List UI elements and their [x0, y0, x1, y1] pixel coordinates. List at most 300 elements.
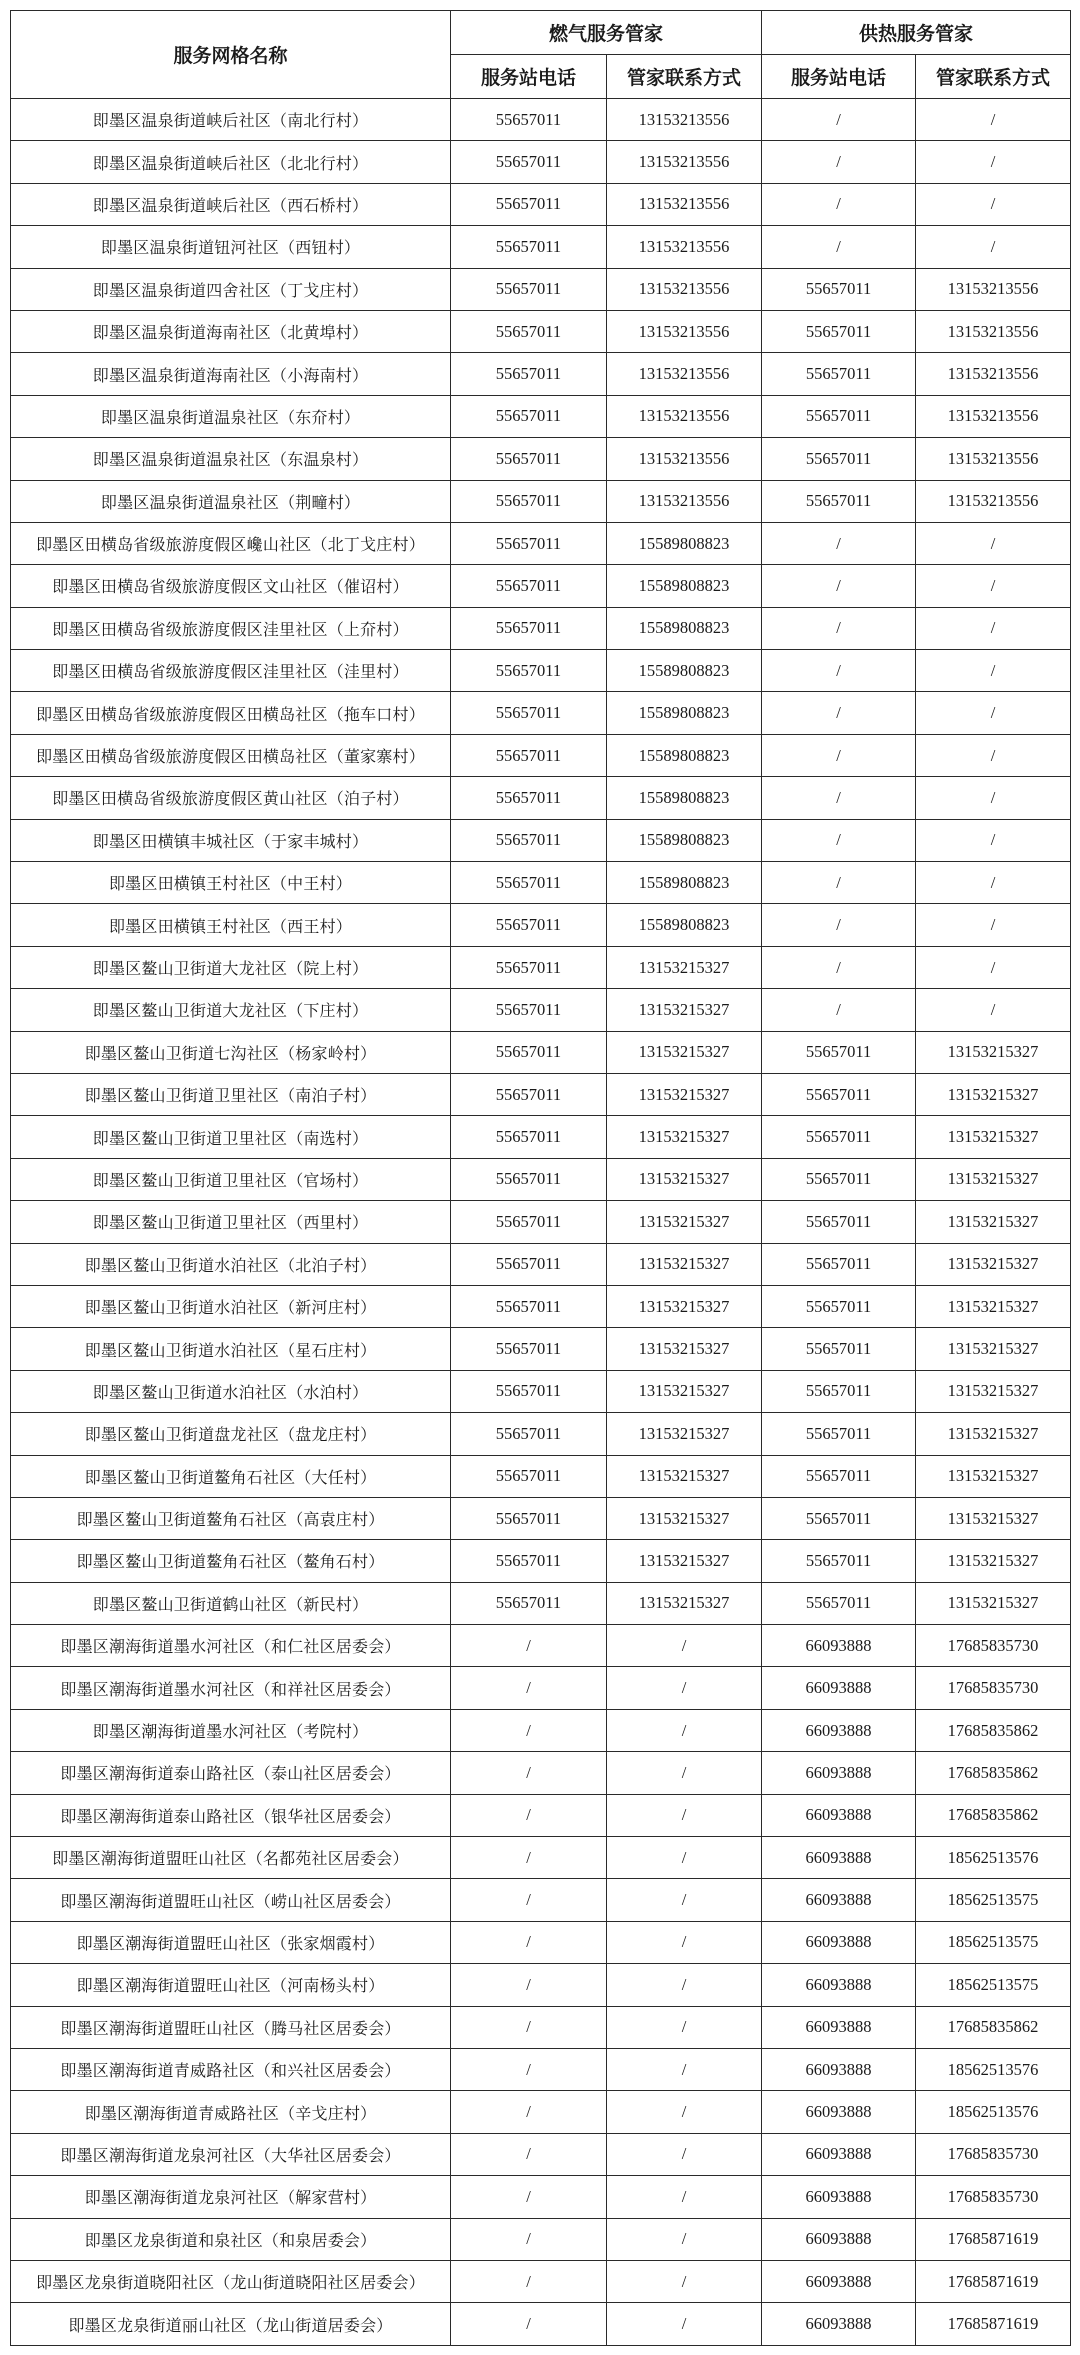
header-gas-station-phone: 服务站电话 [451, 55, 607, 99]
cell-grid-name: 即墨区潮海街道墨水河社区（考院村） [11, 1709, 451, 1751]
cell-gas-butler-contact: 13153213556 [607, 99, 762, 141]
cell-gas-butler-contact: 15589808823 [607, 565, 762, 607]
cell-gas-butler-contact: 13153213556 [607, 438, 762, 480]
table-row [11, 1625, 1071, 1667]
cell-grid-name: 即墨区田横岛省级旅游度假区黄山社区（泊子村） [11, 777, 451, 819]
cell-gas-butler-contact: / [607, 1625, 762, 1667]
cell-heat-station-phone: / [762, 141, 916, 183]
cell-grid-name: 即墨区潮海街道墨水河社区（和仁社区居委会） [11, 1625, 451, 1667]
cell-gas-butler-contact: / [607, 1879, 762, 1921]
cell-gas-butler-contact: / [607, 2303, 762, 2345]
cell-heat-butler-contact: / [916, 862, 1071, 904]
cell-heat-station-phone: 55657011 [762, 1413, 916, 1455]
cell-grid-name: 即墨区田横镇丰城社区（于家丰城村） [11, 819, 451, 861]
cell-gas-butler-contact: 13153215327 [607, 1031, 762, 1073]
table-row [11, 1413, 1071, 1455]
cell-gas-station-phone: / [451, 2260, 607, 2302]
table-row [11, 1964, 1071, 2006]
cell-gas-butler-contact: 15589808823 [607, 522, 762, 564]
cell-grid-name: 即墨区鳌山卫街道水泊社区（新河庄村） [11, 1285, 451, 1327]
cell-heat-station-phone: 55657011 [762, 1158, 916, 1200]
cell-gas-station-phone: 55657011 [451, 607, 607, 649]
cell-heat-butler-contact: / [916, 565, 1071, 607]
cell-heat-station-phone: 66093888 [762, 1964, 916, 2006]
table-row [11, 226, 1071, 268]
cell-grid-name: 即墨区龙泉街道丽山社区（龙山街道居委会） [11, 2303, 451, 2345]
table-row [11, 1794, 1071, 1836]
cell-heat-butler-contact: 13153215327 [916, 1582, 1071, 1624]
cell-heat-station-phone: 55657011 [762, 1497, 916, 1539]
cell-heat-butler-contact: 18562513575 [916, 1921, 1071, 1963]
cell-gas-station-phone: / [451, 1879, 607, 1921]
cell-heat-station-phone: 55657011 [762, 438, 916, 480]
cell-grid-name: 即墨区鳌山卫街道七沟社区（杨家岭村） [11, 1031, 451, 1073]
cell-gas-butler-contact: 13153213556 [607, 183, 762, 225]
service-grid-table [10, 10, 1071, 2346]
table-row [11, 438, 1071, 480]
cell-gas-butler-contact: 13153215327 [607, 1201, 762, 1243]
table-row [11, 1201, 1071, 1243]
cell-gas-station-phone: 55657011 [451, 946, 607, 988]
cell-heat-butler-contact: / [916, 141, 1071, 183]
cell-heat-station-phone: 66093888 [762, 1752, 916, 1794]
cell-heat-butler-contact: / [916, 819, 1071, 861]
cell-grid-name: 即墨区温泉街道峡后社区（北北行村） [11, 141, 451, 183]
cell-grid-name: 即墨区温泉街道峡后社区（西石桥村） [11, 183, 451, 225]
cell-gas-butler-contact: 13153215327 [607, 1158, 762, 1200]
cell-heat-station-phone: 66093888 [762, 1667, 916, 1709]
table-row [11, 692, 1071, 734]
cell-gas-butler-contact: 15589808823 [607, 650, 762, 692]
table-row [11, 353, 1071, 395]
cell-heat-station-phone: 66093888 [762, 2048, 916, 2090]
table-row [11, 650, 1071, 692]
cell-grid-name: 即墨区温泉街道海南社区（北黄埠村） [11, 310, 451, 352]
cell-gas-station-phone: 55657011 [451, 99, 607, 141]
cell-gas-butler-contact: 15589808823 [607, 692, 762, 734]
cell-heat-station-phone: 66093888 [762, 2133, 916, 2175]
cell-heat-station-phone: 66093888 [762, 1921, 916, 1963]
cell-heat-butler-contact: 13153215327 [916, 1497, 1071, 1539]
table-row [11, 904, 1071, 946]
cell-heat-station-phone: 66093888 [762, 1794, 916, 1836]
cell-grid-name: 即墨区温泉街道温泉社区（东温泉村） [11, 438, 451, 480]
cell-heat-station-phone: 55657011 [762, 1370, 916, 1412]
cell-gas-station-phone: 55657011 [451, 1328, 607, 1370]
cell-heat-station-phone: 55657011 [762, 1116, 916, 1158]
cell-heat-butler-contact: 13153215327 [916, 1158, 1071, 1200]
table-row [11, 862, 1071, 904]
cell-heat-station-phone: / [762, 522, 916, 564]
cell-heat-butler-contact: 13153213556 [916, 268, 1071, 310]
cell-gas-station-phone: 55657011 [451, 1285, 607, 1327]
cell-gas-butler-contact: 13153215327 [607, 1370, 762, 1412]
table-row [11, 1370, 1071, 1412]
cell-grid-name: 即墨区温泉街道四舍社区（丁戈庄村） [11, 268, 451, 310]
cell-grid-name: 即墨区鳌山卫街道鳌角石社区（鳌角石村） [11, 1540, 451, 1582]
cell-grid-name: 即墨区龙泉街道和泉社区（和泉居委会） [11, 2218, 451, 2260]
cell-grid-name: 即墨区温泉街道温泉社区（荆疃村） [11, 480, 451, 522]
cell-heat-butler-contact: / [916, 99, 1071, 141]
cell-gas-station-phone: 55657011 [451, 1540, 607, 1582]
cell-heat-butler-contact: / [916, 692, 1071, 734]
cell-heat-station-phone: 66093888 [762, 1879, 916, 1921]
cell-grid-name: 即墨区潮海街道盟旺山社区（崂山社区居委会） [11, 1879, 451, 1921]
cell-grid-name: 即墨区田横岛省级旅游度假区文山社区（催诏村） [11, 565, 451, 607]
cell-heat-butler-contact: 17685835862 [916, 2006, 1071, 2048]
cell-gas-butler-contact: 13153215327 [607, 1582, 762, 1624]
cell-gas-station-phone: / [451, 1837, 607, 1879]
cell-gas-butler-contact: / [607, 2176, 762, 2218]
table-row [11, 565, 1071, 607]
cell-gas-station-phone: 55657011 [451, 989, 607, 1031]
table-row [11, 2260, 1071, 2302]
table-row [11, 989, 1071, 1031]
cell-heat-station-phone: 55657011 [762, 310, 916, 352]
cell-gas-butler-contact: 15589808823 [607, 777, 762, 819]
table-body [11, 99, 1071, 2346]
cell-gas-station-phone: 55657011 [451, 650, 607, 692]
cell-heat-butler-contact: / [916, 777, 1071, 819]
cell-heat-station-phone: / [762, 946, 916, 988]
cell-heat-station-phone: 55657011 [762, 1201, 916, 1243]
cell-heat-station-phone: / [762, 650, 916, 692]
cell-gas-station-phone: 55657011 [451, 904, 607, 946]
cell-gas-station-phone: / [451, 1709, 607, 1751]
cell-gas-station-phone: / [451, 2303, 607, 2345]
table-row [11, 395, 1071, 437]
cell-heat-station-phone: 55657011 [762, 480, 916, 522]
cell-heat-butler-contact: / [916, 946, 1071, 988]
header-row-group [11, 11, 1071, 55]
table-row [11, 522, 1071, 564]
cell-gas-station-phone: 55657011 [451, 1243, 607, 1285]
cell-heat-butler-contact: 13153215327 [916, 1201, 1071, 1243]
table-row [11, 183, 1071, 225]
cell-heat-butler-contact: 17685835730 [916, 2176, 1071, 2218]
cell-grid-name: 即墨区鳌山卫街道鳌角石社区（高袁庄村） [11, 1497, 451, 1539]
cell-heat-station-phone: / [762, 226, 916, 268]
cell-gas-butler-contact: 13153213556 [607, 310, 762, 352]
cell-gas-station-phone: 55657011 [451, 353, 607, 395]
cell-heat-butler-contact: 18562513575 [916, 1964, 1071, 2006]
cell-grid-name: 即墨区潮海街道盟旺山社区（河南杨头村） [11, 1964, 451, 2006]
cell-grid-name: 即墨区田横岛省级旅游度假区洼里社区（洼里村） [11, 650, 451, 692]
cell-gas-station-phone: / [451, 2176, 607, 2218]
cell-gas-station-phone: 55657011 [451, 395, 607, 437]
table-row [11, 310, 1071, 352]
cell-heat-station-phone: 66093888 [762, 1625, 916, 1667]
cell-heat-butler-contact: 13153215327 [916, 1073, 1071, 1115]
cell-grid-name: 即墨区温泉街道海南社区（小海南村） [11, 353, 451, 395]
cell-heat-station-phone: 55657011 [762, 1455, 916, 1497]
cell-heat-station-phone: / [762, 734, 916, 776]
cell-heat-station-phone: 55657011 [762, 395, 916, 437]
cell-grid-name: 即墨区田横岛省级旅游度假区田横岛社区（拖车口村） [11, 692, 451, 734]
cell-gas-butler-contact: / [607, 2006, 762, 2048]
cell-heat-butler-contact: 13153215327 [916, 1328, 1071, 1370]
cell-gas-station-phone: 55657011 [451, 1413, 607, 1455]
cell-grid-name: 即墨区潮海街道墨水河社区（和祥社区居委会） [11, 1667, 451, 1709]
header-heat-station-phone: 服务站电话 [762, 55, 916, 99]
cell-gas-butler-contact: 13153213556 [607, 480, 762, 522]
cell-heat-butler-contact: 13153215327 [916, 1370, 1071, 1412]
cell-grid-name: 即墨区温泉街道温泉社区（东夼村） [11, 395, 451, 437]
table-row [11, 1031, 1071, 1073]
cell-heat-butler-contact: 13153213556 [916, 310, 1071, 352]
cell-heat-station-phone: 55657011 [762, 1540, 916, 1582]
cell-gas-butler-contact: / [607, 1921, 762, 1963]
cell-heat-station-phone: / [762, 692, 916, 734]
cell-grid-name: 即墨区潮海街道青威路社区（和兴社区居委会） [11, 2048, 451, 2090]
cell-gas-butler-contact: / [607, 1709, 762, 1751]
cell-grid-name: 即墨区潮海街道青威路社区（辛戈庄村） [11, 2091, 451, 2133]
table-row [11, 1837, 1071, 1879]
cell-heat-station-phone: 55657011 [762, 1582, 916, 1624]
table-row [11, 2048, 1071, 2090]
cell-heat-station-phone: 55657011 [762, 1285, 916, 1327]
cell-gas-station-phone: 55657011 [451, 141, 607, 183]
cell-grid-name: 即墨区鳌山卫街道卫里社区（官场村） [11, 1158, 451, 1200]
cell-gas-butler-contact: 13153213556 [607, 395, 762, 437]
cell-grid-name: 即墨区鳌山卫街道鹤山社区（新民村） [11, 1582, 451, 1624]
cell-heat-butler-contact: 13153213556 [916, 438, 1071, 480]
cell-gas-station-phone: 55657011 [451, 1370, 607, 1412]
cell-gas-butler-contact: 13153215327 [607, 1328, 762, 1370]
cell-heat-butler-contact: 18562513575 [916, 1879, 1071, 1921]
table-row [11, 1455, 1071, 1497]
cell-grid-name: 即墨区潮海街道泰山路社区（泰山社区居委会） [11, 1752, 451, 1794]
cell-grid-name: 即墨区鳌山卫街道水泊社区（星石庄村） [11, 1328, 451, 1370]
cell-heat-butler-contact: / [916, 522, 1071, 564]
header-heat-butler-contact: 管家联系方式 [916, 55, 1071, 99]
header-gas-butler-contact: 管家联系方式 [607, 55, 762, 99]
cell-heat-butler-contact: 17685835730 [916, 1625, 1071, 1667]
cell-heat-station-phone: / [762, 183, 916, 225]
cell-grid-name: 即墨区潮海街道盟旺山社区（张家烟霞村） [11, 1921, 451, 1963]
cell-heat-station-phone: / [762, 99, 916, 141]
cell-gas-station-phone: 55657011 [451, 862, 607, 904]
cell-heat-station-phone: / [762, 819, 916, 861]
cell-gas-station-phone: 55657011 [451, 522, 607, 564]
cell-heat-station-phone: 55657011 [762, 1073, 916, 1115]
cell-gas-butler-contact: 13153213556 [607, 353, 762, 395]
cell-gas-butler-contact: 13153215327 [607, 946, 762, 988]
cell-heat-station-phone: / [762, 607, 916, 649]
table-row [11, 734, 1071, 776]
cell-gas-butler-contact: / [607, 1667, 762, 1709]
cell-heat-butler-contact: / [916, 734, 1071, 776]
cell-heat-station-phone: / [762, 777, 916, 819]
cell-gas-butler-contact: / [607, 2048, 762, 2090]
cell-grid-name: 即墨区鳌山卫街道卫里社区（西里村） [11, 1201, 451, 1243]
cell-grid-name: 即墨区鳌山卫街道水泊社区（北泊子村） [11, 1243, 451, 1285]
table-row [11, 819, 1071, 861]
cell-gas-station-phone: / [451, 2006, 607, 2048]
cell-gas-station-phone: 55657011 [451, 777, 607, 819]
cell-heat-station-phone: / [762, 989, 916, 1031]
cell-heat-station-phone: 55657011 [762, 268, 916, 310]
cell-gas-station-phone: / [451, 1752, 607, 1794]
table-row [11, 1073, 1071, 1115]
cell-heat-butler-contact: 18562513576 [916, 1837, 1071, 1879]
cell-heat-butler-contact: 13153215327 [916, 1540, 1071, 1582]
cell-grid-name: 即墨区鳌山卫街道大龙社区（院上村） [11, 946, 451, 988]
cell-gas-station-phone: 55657011 [451, 310, 607, 352]
cell-heat-butler-contact: 13153213556 [916, 480, 1071, 522]
cell-gas-station-phone: 55657011 [451, 268, 607, 310]
cell-gas-station-phone: 55657011 [451, 1116, 607, 1158]
cell-heat-butler-contact: 17685871619 [916, 2218, 1071, 2260]
table-row [11, 1582, 1071, 1624]
cell-heat-station-phone: / [762, 565, 916, 607]
table-row [11, 1285, 1071, 1327]
cell-gas-station-phone: 55657011 [451, 734, 607, 776]
cell-heat-station-phone: / [762, 862, 916, 904]
cell-gas-station-phone: 55657011 [451, 226, 607, 268]
cell-heat-butler-contact: 17685835862 [916, 1709, 1071, 1751]
cell-gas-butler-contact: 13153215327 [607, 1285, 762, 1327]
cell-heat-butler-contact: 18562513576 [916, 2091, 1071, 2133]
cell-heat-station-phone: 55657011 [762, 1243, 916, 1285]
cell-gas-station-phone: 55657011 [451, 1455, 607, 1497]
cell-grid-name: 即墨区温泉街道钮河社区（西钮村） [11, 226, 451, 268]
cell-gas-station-phone: 55657011 [451, 565, 607, 607]
cell-heat-butler-contact: 17685871619 [916, 2303, 1071, 2345]
cell-gas-station-phone: / [451, 1667, 607, 1709]
table-row [11, 2303, 1071, 2345]
header-service-grid-name: 服务网格名称 [11, 11, 451, 99]
cell-grid-name: 即墨区鳌山卫街道大龙社区（下庄村） [11, 989, 451, 1031]
cell-heat-butler-contact: 13153213556 [916, 395, 1071, 437]
header-gas-butler-group: 燃气服务管家 [451, 11, 762, 55]
cell-gas-station-phone: 55657011 [451, 1497, 607, 1539]
cell-gas-butler-contact: 15589808823 [607, 734, 762, 776]
cell-gas-station-phone: / [451, 2091, 607, 2133]
cell-gas-station-phone: / [451, 2133, 607, 2175]
table-row [11, 607, 1071, 649]
cell-heat-butler-contact: 13153213556 [916, 353, 1071, 395]
table-row [11, 1752, 1071, 1794]
cell-heat-butler-contact: / [916, 607, 1071, 649]
cell-heat-butler-contact: 13153215327 [916, 1243, 1071, 1285]
cell-gas-station-phone: 55657011 [451, 480, 607, 522]
table-row [11, 99, 1071, 141]
table-row [11, 946, 1071, 988]
cell-heat-butler-contact: 17685835862 [916, 1752, 1071, 1794]
cell-grid-name: 即墨区鳌山卫街道鳌角石社区（大任村） [11, 1455, 451, 1497]
cell-gas-butler-contact: / [607, 1964, 762, 2006]
cell-gas-butler-contact: / [607, 2218, 762, 2260]
cell-grid-name: 即墨区田横镇王村社区（中王村） [11, 862, 451, 904]
table-row [11, 1116, 1071, 1158]
cell-gas-station-phone: 55657011 [451, 1031, 607, 1073]
cell-gas-station-phone: 55657011 [451, 1073, 607, 1115]
cell-grid-name: 即墨区潮海街道盟旺山社区（名都苑社区居委会） [11, 1837, 451, 1879]
cell-heat-station-phone: 66093888 [762, 1709, 916, 1751]
cell-grid-name: 即墨区龙泉街道晓阳社区（龙山街道晓阳社区居委会） [11, 2260, 451, 2302]
table-row [11, 2091, 1071, 2133]
cell-heat-station-phone: 66093888 [762, 2218, 916, 2260]
cell-heat-butler-contact: 18562513576 [916, 2048, 1071, 2090]
cell-heat-butler-contact: / [916, 904, 1071, 946]
table-row [11, 1497, 1071, 1539]
table-header [11, 11, 1071, 99]
cell-heat-station-phone: 66093888 [762, 1837, 916, 1879]
cell-grid-name: 即墨区鳌山卫街道卫里社区（南泊子村） [11, 1073, 451, 1115]
cell-heat-butler-contact: 13153215327 [916, 1116, 1071, 1158]
cell-heat-station-phone: 55657011 [762, 1328, 916, 1370]
cell-grid-name: 即墨区田横岛省级旅游度假区洼里社区（上夼村） [11, 607, 451, 649]
table-row [11, 1243, 1071, 1285]
cell-heat-station-phone: 66093888 [762, 2006, 916, 2048]
cell-gas-station-phone: 55657011 [451, 438, 607, 480]
cell-gas-butler-contact: 13153215327 [607, 1243, 762, 1285]
cell-gas-station-phone: 55657011 [451, 183, 607, 225]
cell-gas-butler-contact: 15589808823 [607, 819, 762, 861]
cell-gas-station-phone: / [451, 1625, 607, 1667]
cell-grid-name: 即墨区田横岛省级旅游度假区田横岛社区（董家寨村） [11, 734, 451, 776]
cell-heat-station-phone: 55657011 [762, 1031, 916, 1073]
cell-gas-butler-contact: 13153215327 [607, 989, 762, 1031]
cell-heat-butler-contact: 17685835862 [916, 1794, 1071, 1836]
cell-heat-butler-contact: 13153215327 [916, 1285, 1071, 1327]
cell-gas-butler-contact: 15589808823 [607, 904, 762, 946]
cell-gas-station-phone: / [451, 2048, 607, 2090]
cell-gas-butler-contact: / [607, 2133, 762, 2175]
cell-gas-station-phone: / [451, 1964, 607, 2006]
cell-gas-butler-contact: / [607, 1794, 762, 1836]
cell-gas-butler-contact: / [607, 2260, 762, 2302]
cell-grid-name: 即墨区鳌山卫街道盘龙社区（盘龙庄村） [11, 1413, 451, 1455]
cell-grid-name: 即墨区潮海街道盟旺山社区（腾马社区居委会） [11, 2006, 451, 2048]
table-row [11, 2133, 1071, 2175]
table-row [11, 2218, 1071, 2260]
cell-heat-station-phone: 66093888 [762, 2303, 916, 2345]
table-row [11, 141, 1071, 183]
cell-heat-station-phone: 66093888 [762, 2260, 916, 2302]
table-row [11, 268, 1071, 310]
table-row [11, 1879, 1071, 1921]
cell-gas-butler-contact: 13153215327 [607, 1073, 762, 1115]
cell-gas-station-phone: 55657011 [451, 1201, 607, 1243]
cell-heat-butler-contact: 17685835730 [916, 1667, 1071, 1709]
table-row [11, 2006, 1071, 2048]
cell-heat-butler-contact: 13153215327 [916, 1031, 1071, 1073]
cell-gas-station-phone: 55657011 [451, 1158, 607, 1200]
cell-gas-station-phone: 55657011 [451, 819, 607, 861]
cell-gas-station-phone: / [451, 1921, 607, 1963]
cell-gas-butler-contact: / [607, 1752, 762, 1794]
cell-gas-butler-contact: 15589808823 [607, 862, 762, 904]
cell-grid-name: 即墨区潮海街道泰山路社区（银华社区居委会） [11, 1794, 451, 1836]
cell-gas-butler-contact: 13153215327 [607, 1540, 762, 1582]
cell-gas-butler-contact: 13153213556 [607, 268, 762, 310]
cell-heat-butler-contact: 13153215327 [916, 1455, 1071, 1497]
cell-heat-butler-contact: / [916, 226, 1071, 268]
cell-gas-butler-contact: / [607, 1837, 762, 1879]
cell-heat-butler-contact: 17685871619 [916, 2260, 1071, 2302]
cell-gas-station-phone: 55657011 [451, 1582, 607, 1624]
cell-grid-name: 即墨区鳌山卫街道水泊社区（水泊村） [11, 1370, 451, 1412]
cell-gas-butler-contact: 15589808823 [607, 607, 762, 649]
cell-grid-name: 即墨区田横岛省级旅游度假区巉山社区（北丁戈庄村） [11, 522, 451, 564]
cell-grid-name: 即墨区田横镇王村社区（西王村） [11, 904, 451, 946]
table-row [11, 1540, 1071, 1582]
cell-heat-butler-contact: / [916, 650, 1071, 692]
table-row [11, 777, 1071, 819]
cell-gas-butler-contact: 13153215327 [607, 1413, 762, 1455]
